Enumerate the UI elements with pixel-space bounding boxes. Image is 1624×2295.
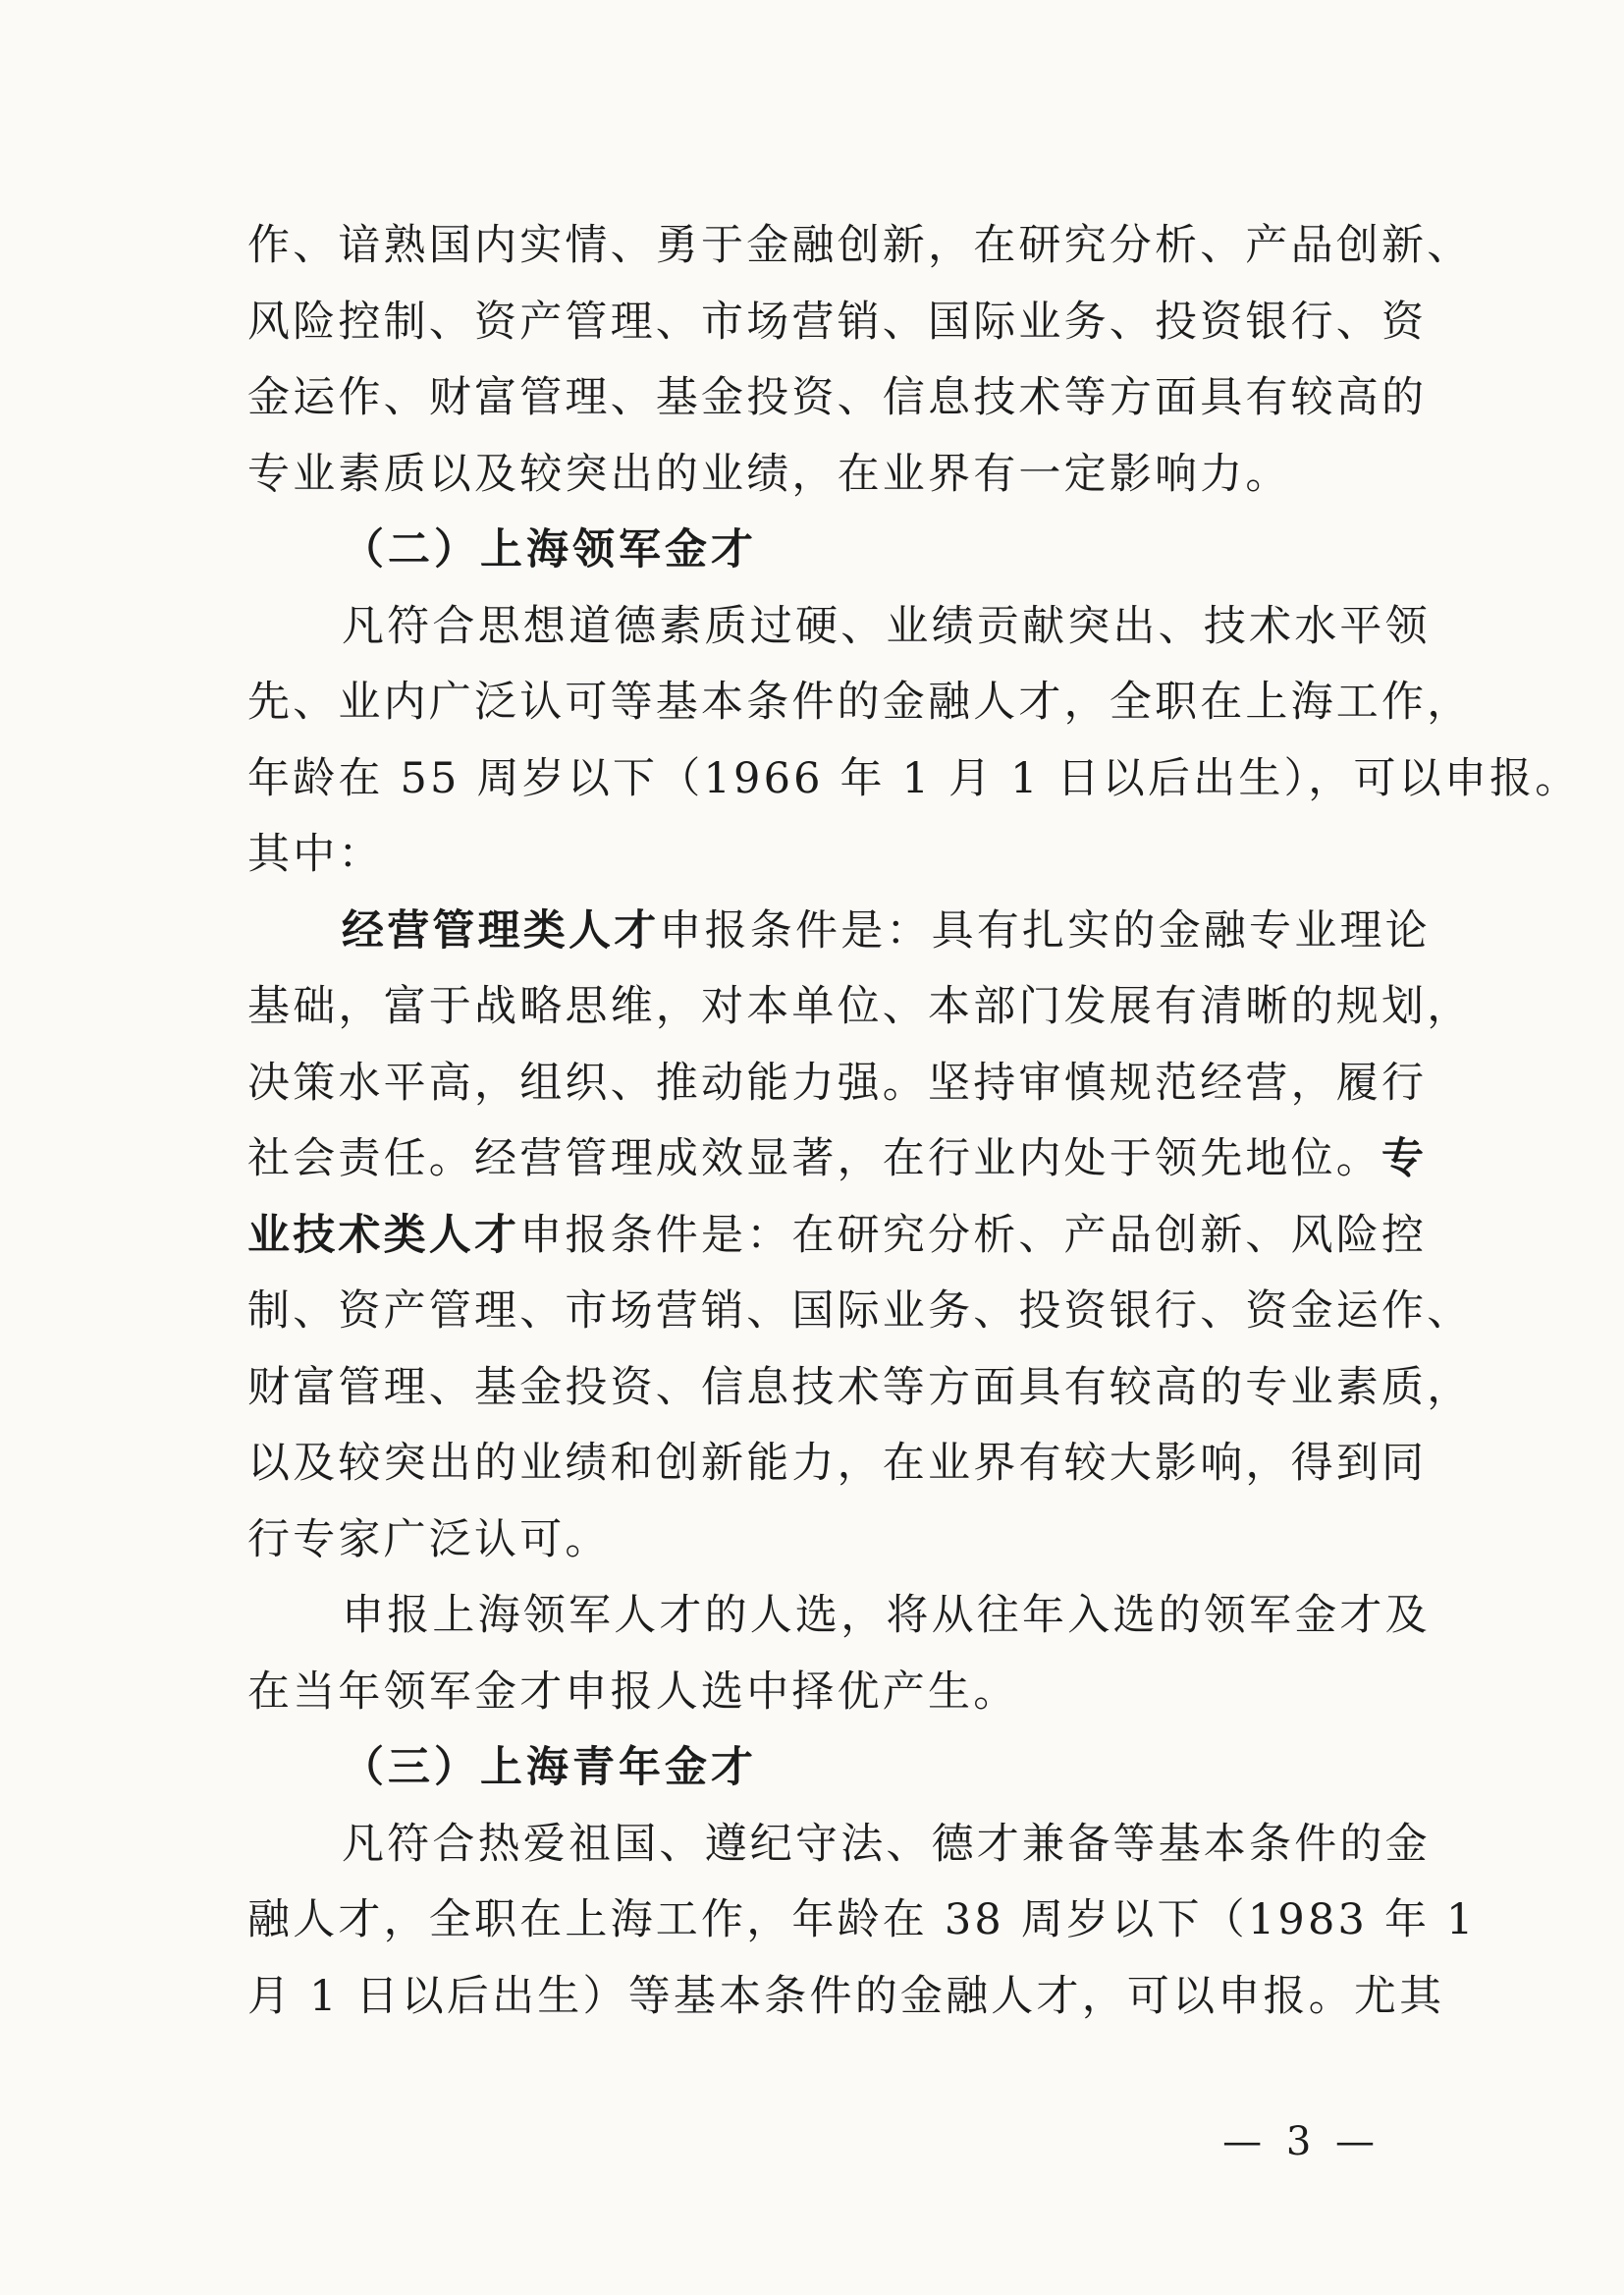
section-heading-2: （二）上海领军金才 xyxy=(342,525,757,574)
text-line: 凡符合热爱祖国、遵纪守法、德才兼备等基本条件的金 xyxy=(342,1819,1431,1869)
text-line: 凡符合思想道德素质过硬、业绩贡献突出、技术水平领 xyxy=(342,601,1431,651)
text-line: 专业素质以及较突出的业绩，在业界有一定影响力。 xyxy=(247,449,1291,499)
text-line xyxy=(247,1198,1428,1275)
bold-term: 经营管理类人才 xyxy=(342,905,660,956)
text-line: 财富管理、基金投资、信息技术等方面具有较高的专业素质， xyxy=(247,1362,1473,1412)
text-line: 以及较突出的业绩和创新能力，在业界有较大影响，得到同 xyxy=(247,1439,1428,1488)
bold-term: 专 xyxy=(1381,1134,1428,1183)
text-span: 申报条件是：在研究分析、产品创新、风险控 xyxy=(519,1210,1428,1260)
text-line xyxy=(247,894,1431,970)
text-line: 基础，富于战略思维，对本单位、本部门发展有清晰的规划， xyxy=(247,982,1473,1031)
section-heading-3: （三）上海青年金才 xyxy=(342,1743,757,1792)
text-line: 先、业内广泛认可等基本条件的金融人才，全职在上海工作， xyxy=(247,678,1473,727)
text-span: 申报条件是：具有扎实的金融专业理论 xyxy=(659,905,1431,956)
text-line: 在当年领军金才申报人选中择优产生。 xyxy=(247,1667,1019,1717)
page-number: — 3 — xyxy=(1222,2119,1380,2164)
text-line: 风险控制、资产管理、市场营销、国际业务、投资银行、资 xyxy=(247,297,1428,347)
text-line: 制、资产管理、市场营销、国际业务、投资银行、资金运作、 xyxy=(247,1286,1473,1336)
text-line: 决策水平高，组织、推动能力强。坚持审慎规范经营，履行 xyxy=(247,1058,1428,1108)
text-line: 融人才，全职在上海工作，年龄在 38 周岁以下（1983 年 1 xyxy=(247,1895,1477,1944)
text-line: 年龄在 55 周岁以下（1966 年 1 月 1 日以后出生），可以申报。 xyxy=(247,753,1581,803)
body-text xyxy=(247,208,1581,2035)
text-line: 其中： xyxy=(247,830,384,879)
text-line: 金运作、财富管理、基金投资、信息技术等方面具有较高的 xyxy=(247,373,1428,422)
text-line xyxy=(247,1121,1428,1198)
text-line: 申报上海领军人才的人选，将从往年入选的领军金才及 xyxy=(342,1591,1431,1640)
text-line: 月 1 日以后出生）等基本条件的金融人才，可以申报。尤其 xyxy=(247,1971,1445,2021)
text-line: 作、谙熟国内实情、勇于金融创新，在研究分析、产品创新、 xyxy=(247,221,1473,270)
bold-term: 业技术类人才 xyxy=(247,1210,520,1260)
text-span: 社会责任。经营管理成效显著，在行业内处于领先地位。 xyxy=(247,1134,1381,1183)
text-line: 行专家广泛认可。 xyxy=(247,1514,611,1564)
